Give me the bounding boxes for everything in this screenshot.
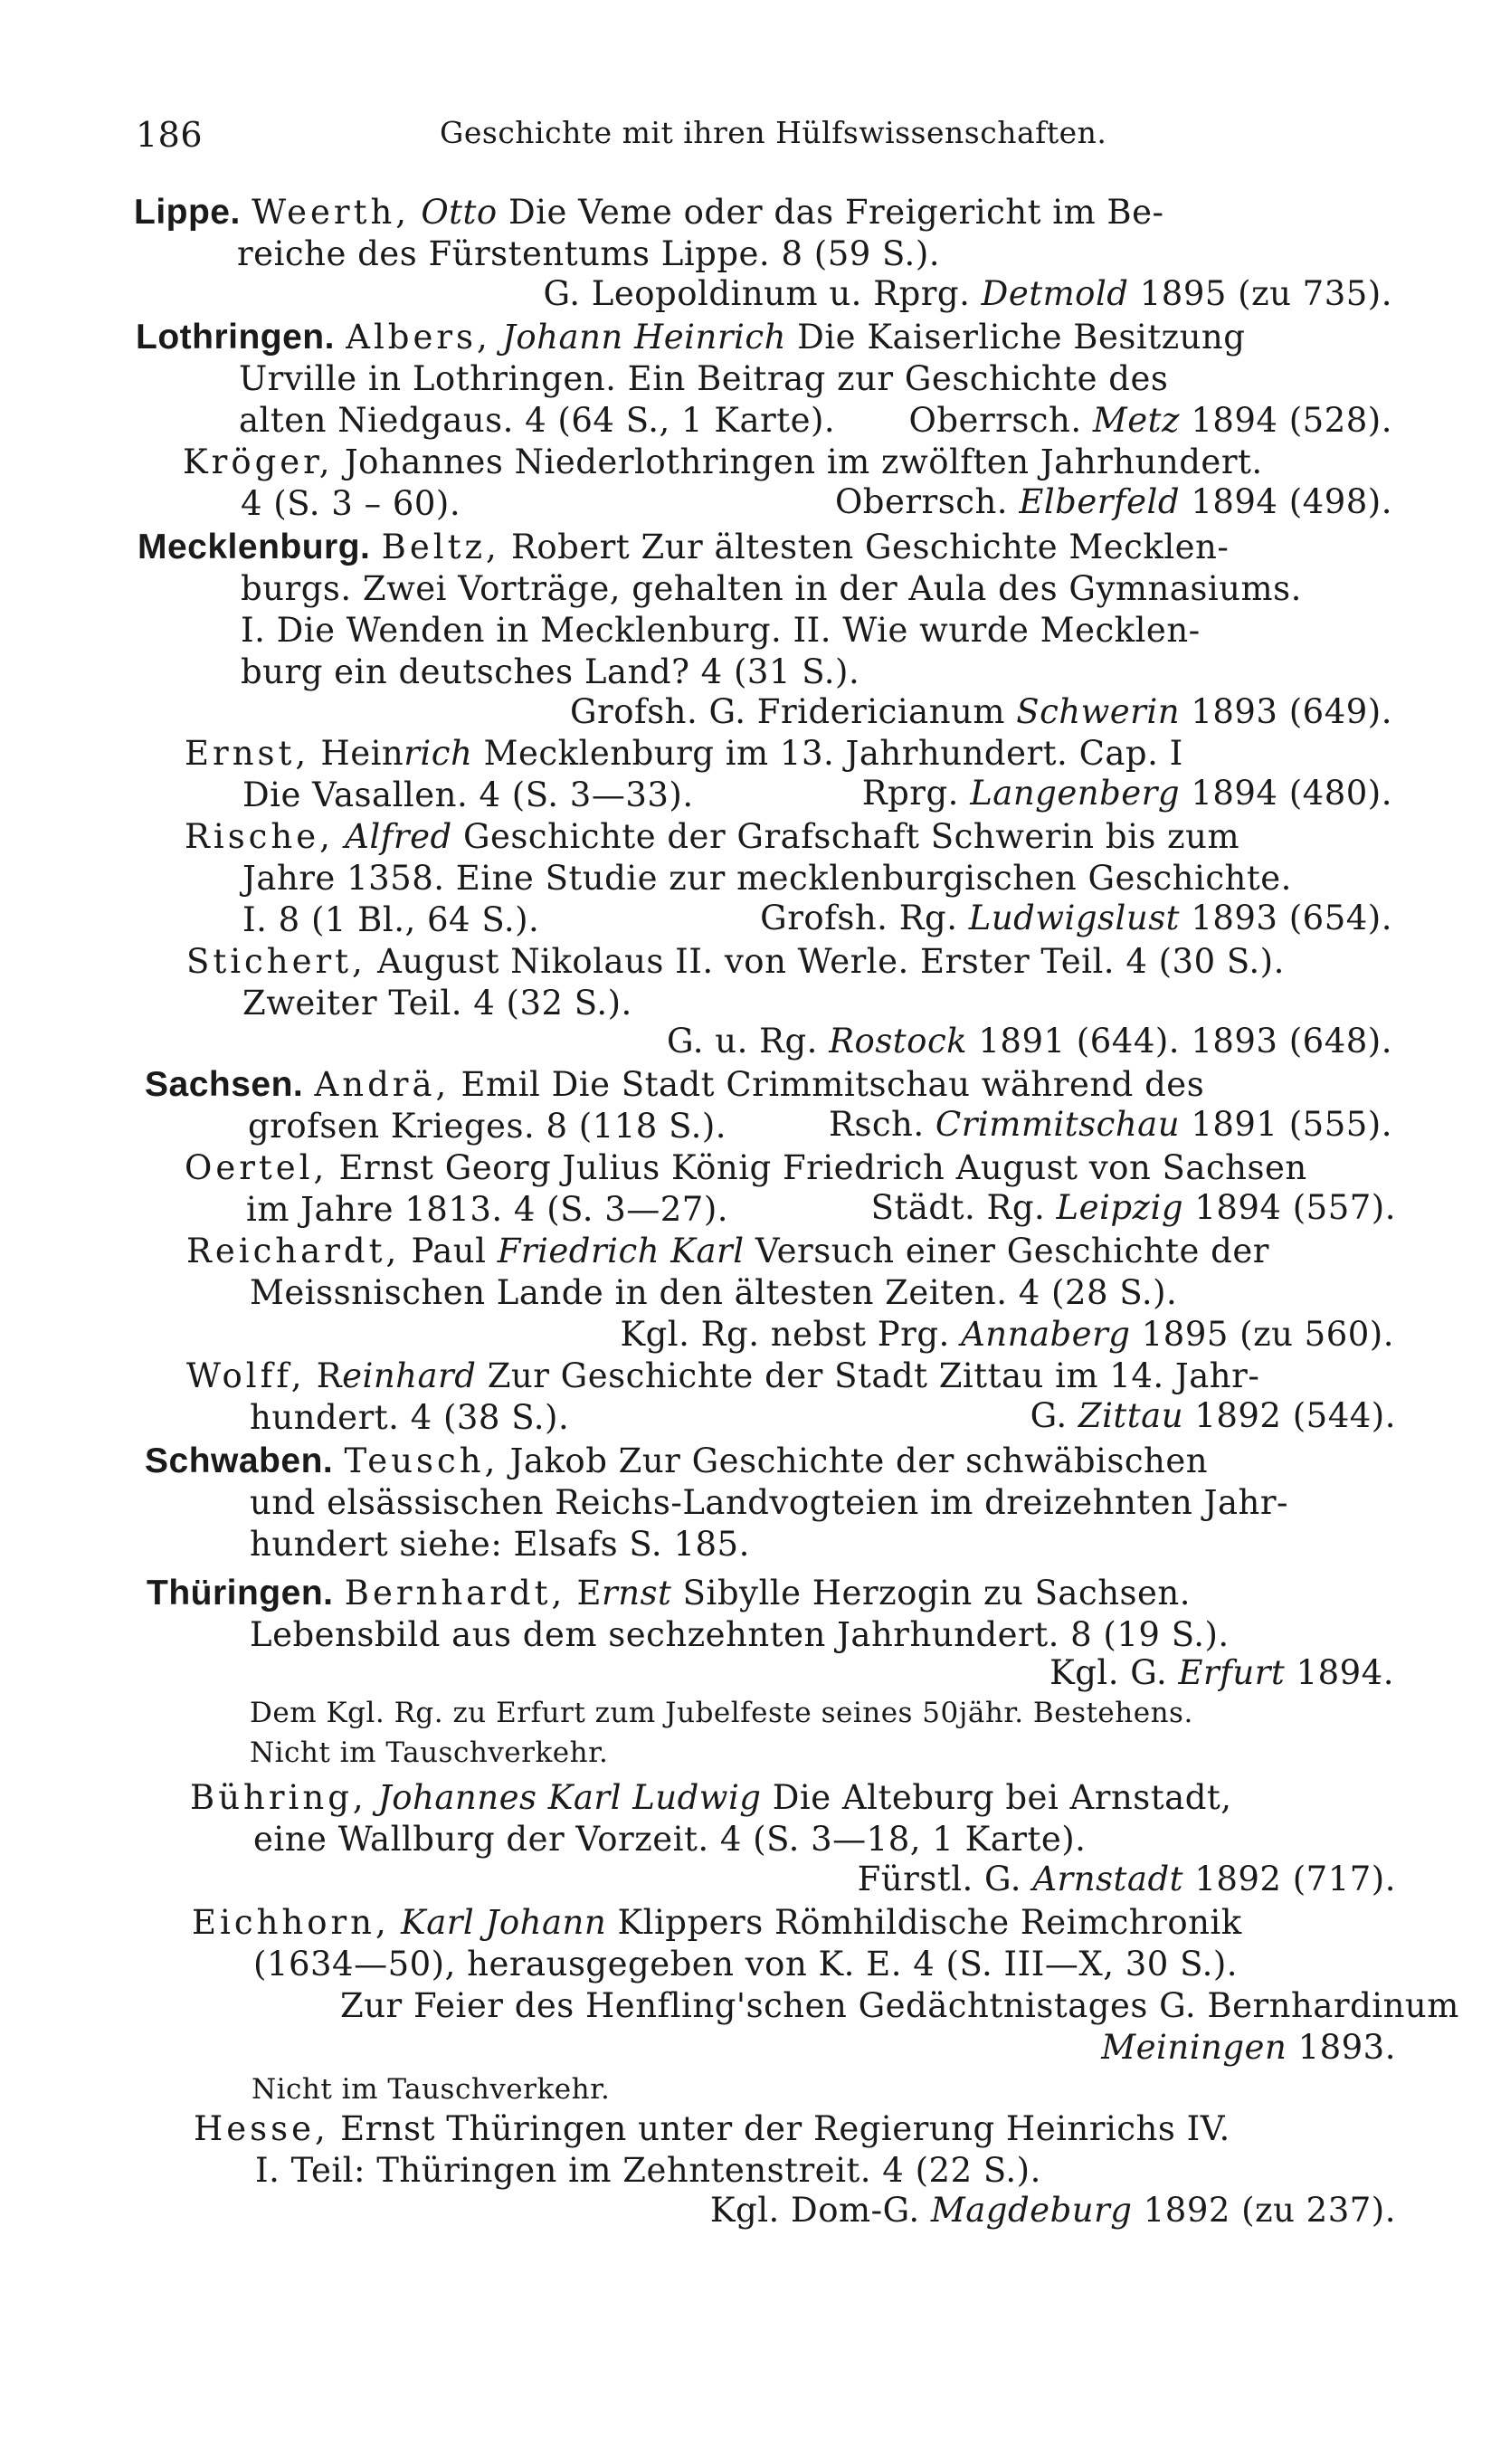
entry-line: Sachsen. Andrä, Emil Die Stadt Crimmitschau während des <box>145 1065 1205 1104</box>
region-heading: Sachsen. <box>145 1065 304 1104</box>
entry-line: Zur Feier des Henfling'schen Gedächtnistages G. Bernhardinum <box>340 1986 1459 2025</box>
entry-line: hundert. 4 (38 S.). <box>250 1398 570 1437</box>
entry-note: Nicht im Tauschverkehr. <box>252 2073 611 2106</box>
author-name: Eichhorn, <box>192 1903 390 1942</box>
author-name: Ernst, <box>185 734 310 773</box>
entry-line: Lebensbild aus dem sechzehnten Jahrhundert. 8 (19 S.). <box>250 1615 1230 1654</box>
entry-line: Bühring, Johannes Karl Ludwig Die Alteburg bei Arnstadt, <box>190 1778 1232 1817</box>
entry-line: Kröger, Johannes Niederlothringen im zwölften Jahrhundert. <box>183 442 1263 481</box>
author-name: Wolff, <box>186 1356 306 1395</box>
author-name: Reichardt, <box>186 1232 401 1270</box>
entry-line: Jahre 1358. Eine Studie zur mecklenburgischen Geschichte. <box>242 859 1292 898</box>
entry-source: Oberrsch. Metz 1894 (528). <box>908 401 1392 440</box>
entry-line: Ernst, Heinrich Mecklenburg im 13. Jahrhundert. Cap. I <box>185 734 1183 773</box>
entry-source: G. u. Rg. Rostock 1891 (644). 1893 (648). <box>667 1022 1392 1061</box>
entry-line: I. 8 (1 Bl., 64 S.). <box>242 900 540 939</box>
entry-line: Lothringen. Albers, Johann Heinrich Die Kaiserliche Besitzung <box>136 318 1246 357</box>
entry-line: im Jahre 1813. 4 (S. 3—27). <box>246 1190 729 1229</box>
entry-line: Wolff, Reinhard Zur Geschichte der Stadt Zittau im 14. Jahr- <box>186 1356 1260 1395</box>
author-name: Weerth, <box>252 193 411 232</box>
entry-line: grofsen Krieges. 8 (118 S.). <box>248 1107 727 1146</box>
entry-line: Rische, Alfred Geschichte der Grafschaft Schwerin bis zum <box>185 817 1240 856</box>
region-heading: Schwaben. <box>145 1441 334 1480</box>
entry-line: Eichhorn, Karl Johann Klippers Römhildische Reimchronik <box>192 1903 1242 1942</box>
entry-line: Stichert, August Nikolaus II. von Werle. Erster Teil. 4 (30 S.). <box>186 942 1285 981</box>
entry-line: eine Wallburg der Vorzeit. 4 (S. 3—18, 1 Karte). <box>253 1820 1087 1859</box>
entry-line: Hesse, Ernst Thüringen unter der Regierung Heinrichs IV. <box>194 2109 1230 2148</box>
entry-line: burg ein deutsches Land? 4 (31 S.). <box>241 652 860 691</box>
author-name: Stichert, <box>186 942 366 981</box>
entry-line: Oertel, Ernst Georg Julius König Friedrich August von Sachsen <box>185 1148 1307 1187</box>
entry-source: Rsch. Crimmitschau 1891 (555). <box>828 1105 1392 1144</box>
region-heading: Mecklenburg. <box>138 528 371 566</box>
entry-line: Zweiter Teil. 4 (32 S.). <box>242 984 632 1023</box>
region-heading: Thüringen. <box>147 1574 334 1613</box>
author-name: Bernhardt, <box>344 1574 566 1613</box>
author-name: Teusch, <box>344 1441 499 1480</box>
entry-note: Dem Kgl. Rg. zu Erfurt zum Jubelfeste seines 50jähr. Bestehens. <box>250 1697 1193 1729</box>
entry-source: Oberrsch. Elberfeld 1894 (498). <box>834 482 1392 521</box>
entry-line: Lippe. Weerth, Otto Die Veme oder das Freigericht im Be- <box>134 193 1164 232</box>
entry-line: Schwaben. Teusch, Jakob Zur Geschichte der schwäbischen <box>145 1441 1209 1480</box>
entry-line: hundert siehe: Elsafs S. 185. <box>250 1525 750 1564</box>
entry-source: Kgl. G. Erfurt 1894. <box>1049 1653 1394 1692</box>
entry-line: burgs. Zwei Vorträge, gehalten in der Aula des Gymnasiums. <box>241 569 1302 608</box>
entry-line: alten Niedgaus. 4 (64 S., 1 Karte). <box>239 401 836 440</box>
entry-line: I. Teil: Thüringen im Zehntenstreit. 4 (22 S.). <box>255 2151 1041 2190</box>
author-name: Andrä, <box>314 1065 451 1104</box>
entry-line: reiche des Fürstentums Lippe. 8 (59 S.). <box>237 234 941 273</box>
entry-source: Kgl. Rg. nebst Prg. Annaberg 1895 (zu 560). <box>620 1315 1394 1354</box>
entry-source: Kgl. Dom-G. Magdeburg 1892 (zu 237). <box>709 2191 1396 2230</box>
author-name: Hesse, <box>194 2109 329 2148</box>
entry-line: Urville in Lothringen. Ein Beitrag zur Geschichte des <box>239 359 1169 398</box>
entry-line: Mecklenburg. Beltz, Robert Zur ältesten Geschichte Mecklen- <box>138 528 1230 566</box>
entry-note: Nicht im Tauschverkehr. <box>250 1736 609 1769</box>
entry-source: Grofsh. Rg. Ludwigslust 1893 (654). <box>760 899 1392 937</box>
entry-source: Städt. Rg. Leipzig 1894 (557). <box>870 1188 1396 1227</box>
entry-source: Meiningen 1893. <box>1101 2028 1396 2067</box>
author-name: Rische, <box>185 817 334 856</box>
entry-source: Rprg. Langenberg 1894 (480). <box>861 774 1392 813</box>
entry-line: Die Vasallen. 4 (S. 3—33). <box>242 775 694 814</box>
region-heading: Lothringen. <box>136 318 335 357</box>
author-name: Kröger, <box>183 442 334 481</box>
entry-line: Thüringen. Bernhardt, Ernst Sibylle Herzogin zu Sachsen. <box>147 1574 1192 1613</box>
entry-source: G. Leopoldinum u. Rprg. Detmold 1895 (zu 735). <box>543 274 1392 313</box>
entry-source: G. Zittau 1892 (544). <box>1030 1396 1396 1435</box>
entry-line: (1634—50), herausgegeben von K. E. 4 (S. III—X, 30 S.). <box>253 1945 1239 1984</box>
entry-line: und elsässischen Reichs-Landvogteien im dreizehnten Jahr- <box>250 1483 1289 1522</box>
entry-line: I. Die Wenden in Mecklenburg. II. Wie wurde Mecklen- <box>241 611 1201 650</box>
running-title: Geschichte mit ihren Hülfswissenschaften. <box>440 115 1107 150</box>
entry-line: Meissnischen Lande in den ältesten Zeiten. 4 (28 S.). <box>250 1273 1178 1312</box>
entry-source: Fürstl. G. Arnstadt 1892 (717). <box>857 1860 1396 1898</box>
page-number: 186 <box>136 115 204 155</box>
entry-line: Reichardt, Paul Friedrich Karl Versuch einer Geschichte der <box>186 1232 1269 1270</box>
author-name: Beltz, <box>381 528 500 566</box>
entry-source: Grofsh. G. Fridericianum Schwerin 1893 (649). <box>569 692 1392 731</box>
author-name: Oertel, <box>185 1148 328 1187</box>
region-heading: Lippe. <box>134 193 241 232</box>
entry-line: 4 (S. 3 – 60). <box>241 484 461 523</box>
author-name: Bühring, <box>190 1778 367 1817</box>
author-name: Albers, <box>346 318 491 357</box>
